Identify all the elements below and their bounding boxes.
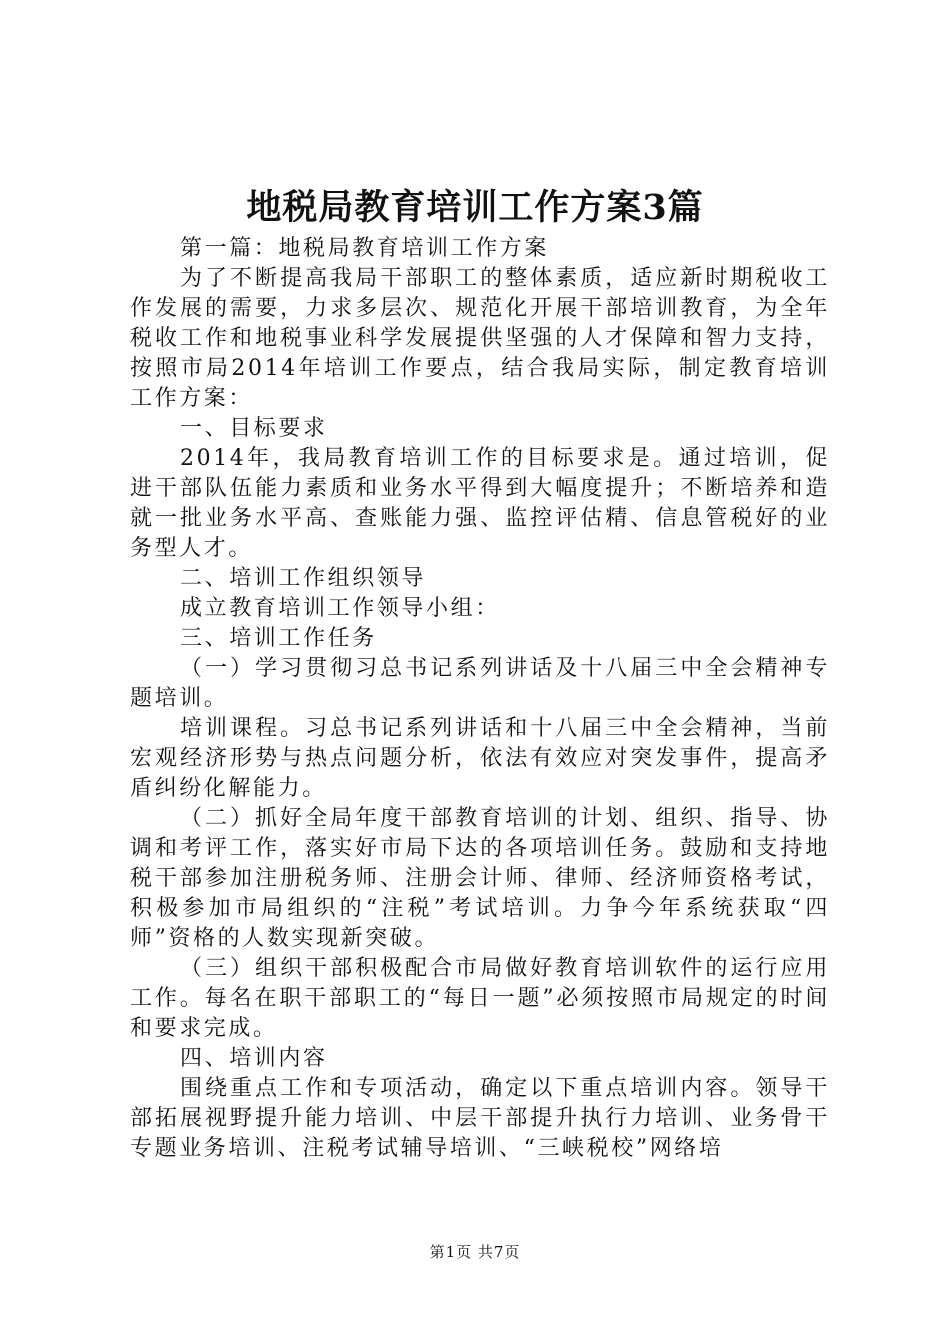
section-heading: 一、目标要求 xyxy=(180,416,328,441)
paragraph: 培训课程。习总书记系列讲话和十八届三中全会精神，当前宏观经济形势与热点问题分析，依法有效应对突发事件，提高矛盾纠纷化解能力。 xyxy=(130,716,830,801)
page-number-footer: 第1页 共7页 xyxy=(429,1243,521,1261)
document-body xyxy=(130,234,830,1164)
document-title: 地税局教育培训工作方案3篇 xyxy=(246,187,704,228)
paragraph: 2014年，我局教育培训工作的目标要求是。通过培训，促进干部队伍能力素质和业务水平得到大幅度提升；不断培养和造就一批业务水平高、查账能力强、监控评估精、信息管税好的业务型人才。 xyxy=(130,446,830,561)
paragraph: （三）组织干部积极配合市局做好教育培训软件的运行应用工作。每名在职干部职工的“每日一题”必须按照市局规定的时间和要求完成。 xyxy=(130,956,830,1041)
paragraph: 为了不断提高我局干部职工的整体素质，适应新时期税收工作发展的需要，力求多层次、规范化开展干部培训教育，为全年税收工作和地税事业科学发展提供坚强的人才保障和智力支持，按照市局2014年培训工作要点，结合我局实际，制定教育培训工作方案： xyxy=(130,266,830,411)
paragraph: （二）抓好全局年度干部教育培训的计划、组织、指导、协调和考评工作，落实好市局下达的各项培训任务。鼓励和支持地税干部参加注册税务师、注册会计师、律师、经济师资格考试，积极参加市局组织的“注税”考试培训。力争今年系统获取“四师”资格的人数实现新突破。 xyxy=(130,806,830,951)
paragraph: （一）学习贯彻习总书记系列讲话及十八届三中全会精神专题培训。 xyxy=(130,656,830,711)
paragraph: 围绕重点工作和专项活动，确定以下重点培训内容。领导干部拓展视野提升能力培训、中层干部提升执行力培训、业务骨干专题业务培训、注税考试辅导培训、“三峡税校”网络培 xyxy=(130,1076,830,1161)
section-heading: 第一篇：地税局教育培训工作方案 xyxy=(180,236,550,261)
section-heading: 三、培训工作任务 xyxy=(180,626,377,651)
section-heading: 二、培训工作组织领导 xyxy=(180,566,427,591)
paragraph: 成立教育培训工作领导小组： xyxy=(180,596,500,621)
section-heading: 四、培训内容 xyxy=(180,1046,328,1071)
